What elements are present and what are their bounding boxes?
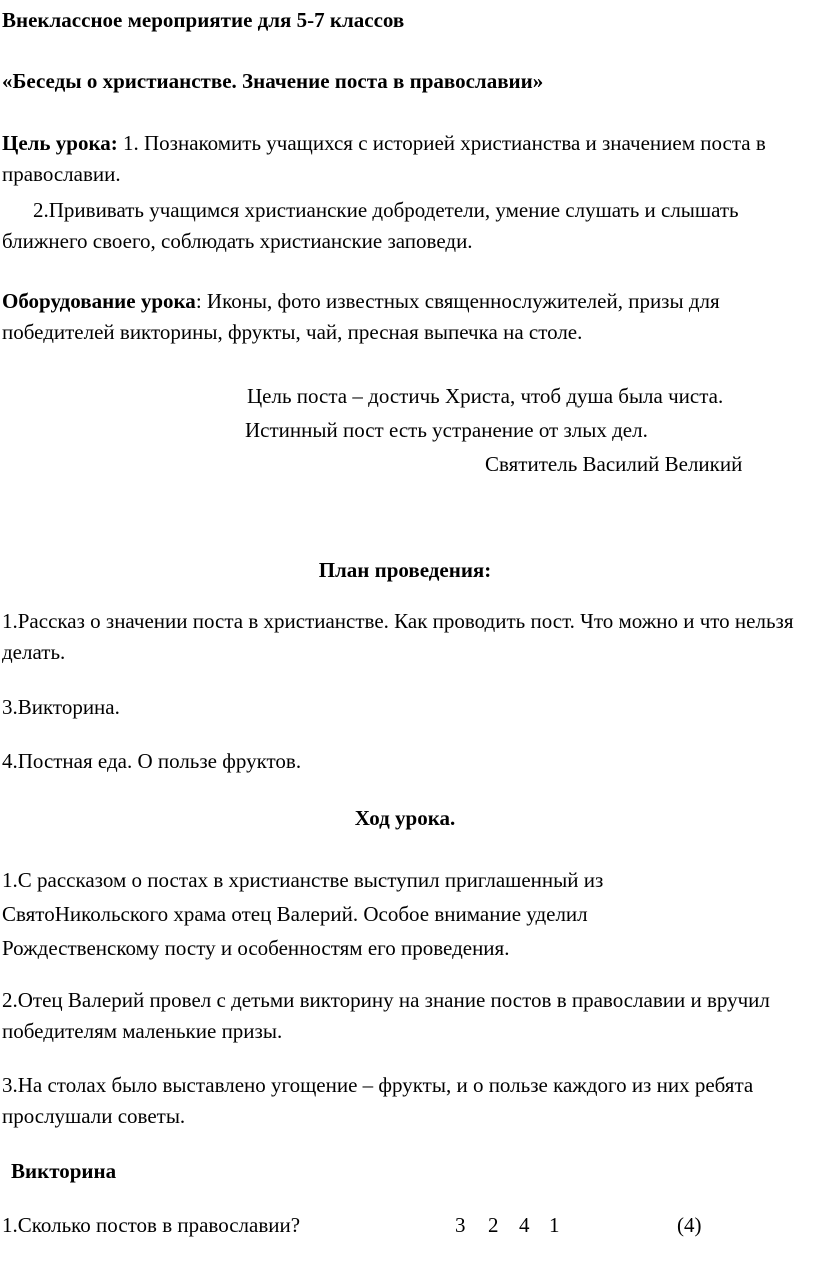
goal-item-2: 2.Прививать учащимся христианские добродетели, умение слушать и слышать ближнего своего, соблюдать христианские заповеди. [2, 198, 739, 253]
lesson-heading: Ход урока. [354, 806, 456, 830]
goal-label: Цель урока: [2, 131, 118, 155]
event-type: Внеклассное мероприятие для 5-7 классов [2, 8, 405, 32]
epigraph-author: Святитель Василий Великий [485, 452, 743, 476]
equipment-text: : Иконы, фото известных священнослужителей, призы для победителей викторины, фрукты, чай, пресная выпечка на столе. [2, 289, 720, 344]
epigraph-line-1: Цель поста – достичь Христа, чтоб душа была чиста. [247, 384, 724, 408]
goal-paragraph [2, 128, 808, 190]
plan-item: 3.Викторина. [2, 695, 120, 719]
quiz-heading: Викторина [11, 1159, 117, 1183]
epigraph-line-2: Истинный пост есть устранение от злых дел. [245, 418, 648, 442]
equipment-label: Оборудование урока [2, 289, 196, 313]
lesson-paragraph: 3.На столах было выставлено угощение – фрукты, и о пользе каждого из них ребята прослушали советы. [2, 1073, 754, 1128]
quiz-option: 3 [455, 1213, 466, 1237]
quiz-option: 1 [549, 1213, 560, 1237]
quiz-answer: (4) [677, 1213, 702, 1237]
plan-heading: План проведения: [318, 558, 492, 582]
goal-item-1: 1. Познакомить учащихся с историей христианства и значением поста в православии. [2, 131, 766, 186]
quiz-question [2, 1210, 808, 1241]
equipment-paragraph [2, 286, 802, 348]
quiz-option: 4 [519, 1213, 530, 1237]
quiz-option: 2 [488, 1213, 499, 1237]
lesson-paragraph: 2.Отец Валерий провел с детьми викторину на знание постов в православии и вручил победителям маленькие призы. [2, 988, 770, 1043]
quiz-question-text: 1.Сколько постов в православии? [2, 1213, 301, 1237]
lesson-paragraph: 1.С рассказом о постах в христианстве выступил приглашенный из СвятоНикольского храма отец Валерий. Особое внимание уделил Рождественскому посту и особенностям его проведения. [2, 868, 604, 960]
plan-item: 1.Рассказ о значении поста в христианстве. Как проводить пост. Что можно и что нельзя делать. [2, 609, 794, 664]
plan-item: 4.Постная еда. О пользе фруктов. [2, 749, 302, 773]
document-title: «Беседы о христианстве. Значение поста в православии» [2, 69, 544, 93]
